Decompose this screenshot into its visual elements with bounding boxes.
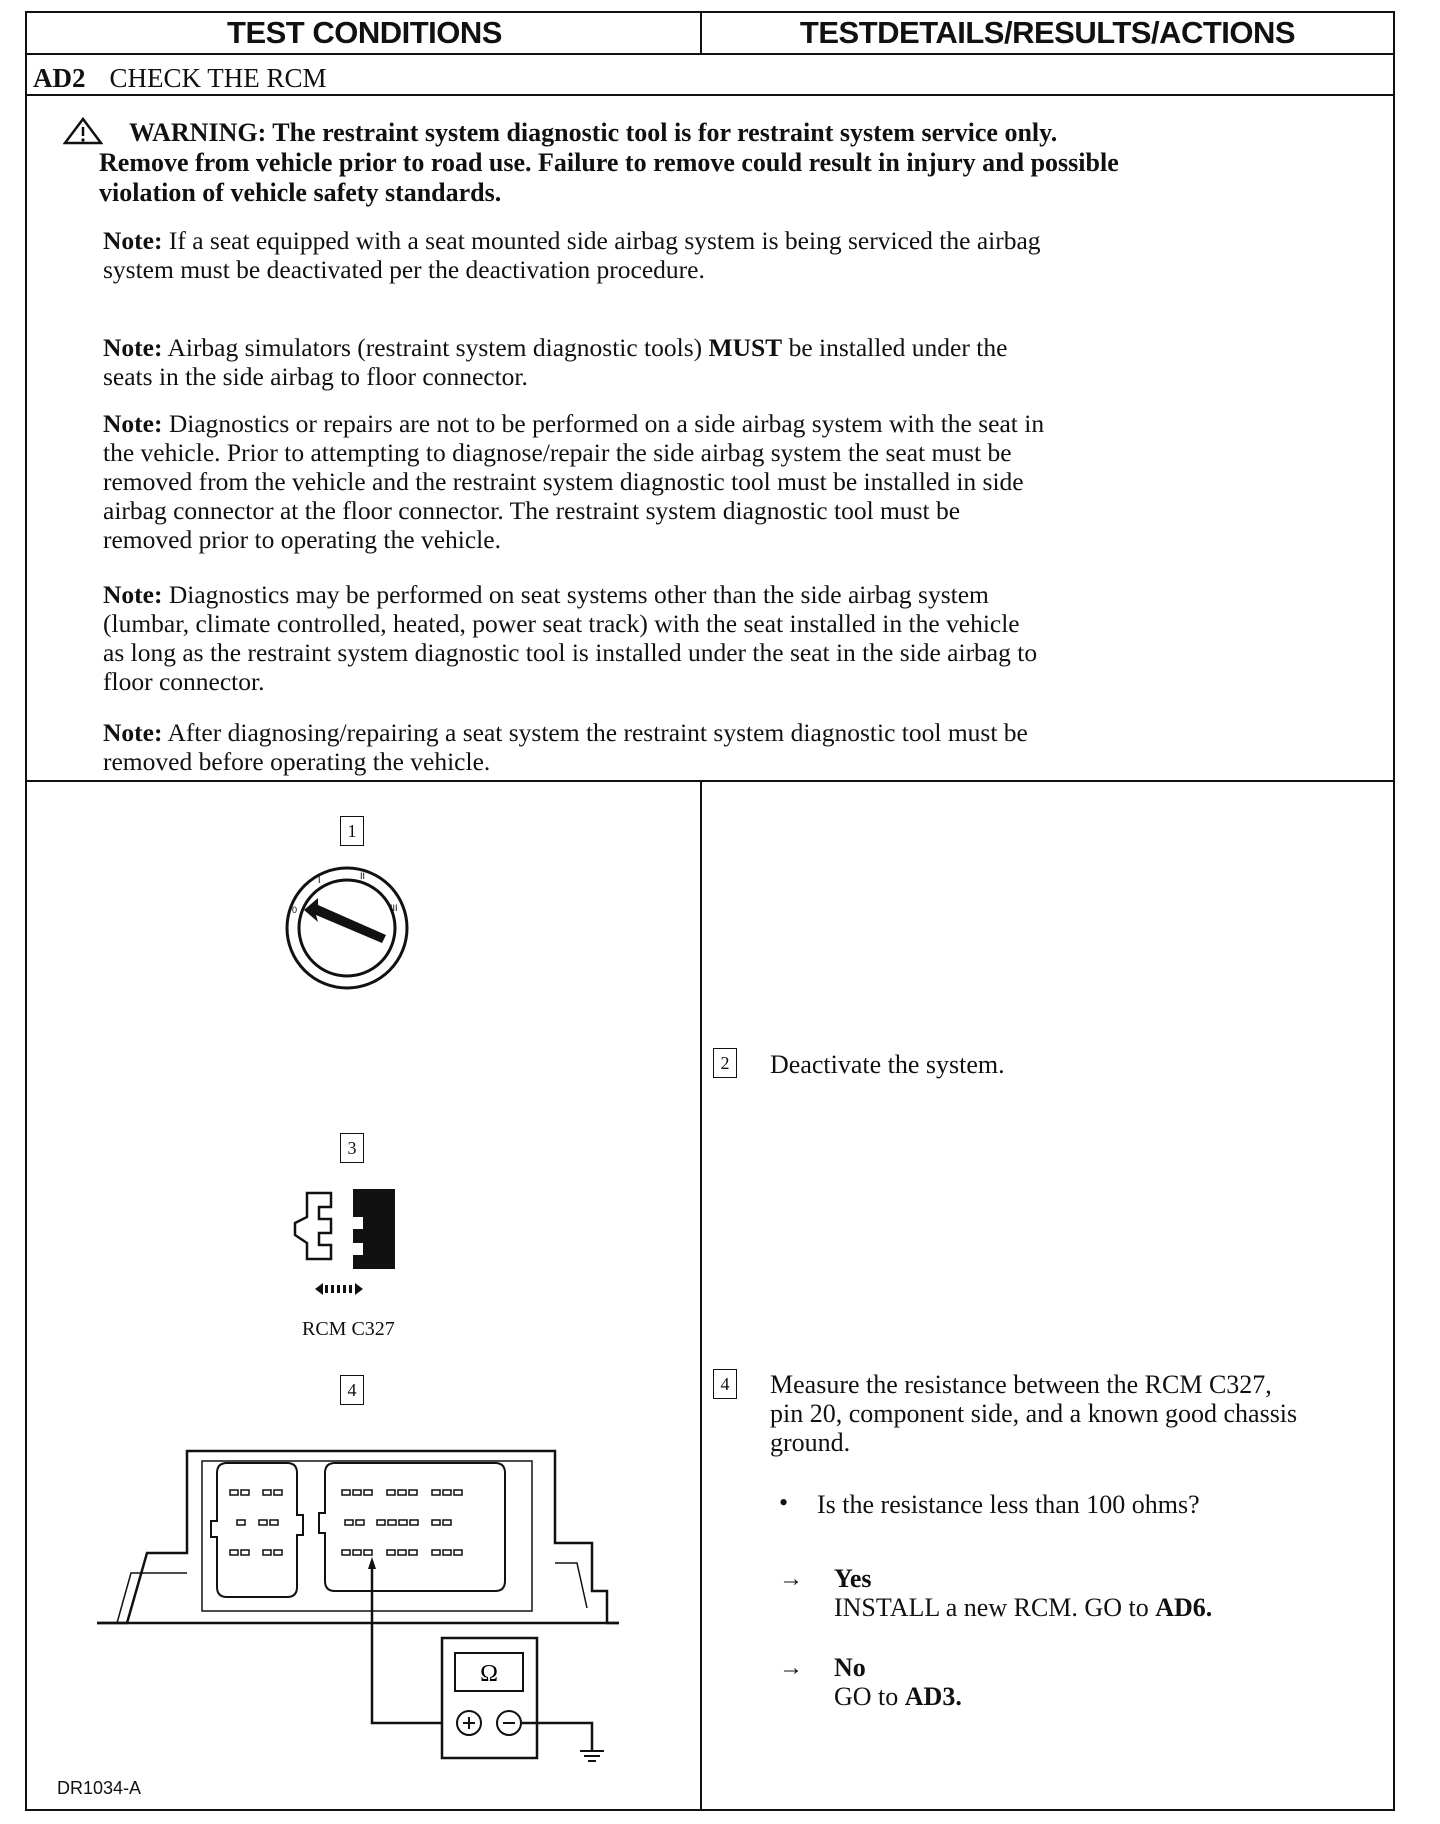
figure-code: DR1034-A [57, 1778, 142, 1798]
callout-4-action: 4 [713, 1369, 737, 1399]
connector-c327-icon [287, 1173, 407, 1303]
warning-line-3: violation of vehicle safety standards. [99, 178, 502, 207]
note-label: Note: [103, 226, 163, 255]
step-rule [27, 94, 1393, 96]
note-simulators [103, 333, 1253, 391]
step-id: AD2 [33, 62, 86, 93]
header-test-conditions: TEST CONDITIONS [227, 15, 502, 50]
step-title: CHECK THE RCM [109, 62, 327, 93]
no-label: No [834, 1653, 866, 1682]
note-label: Note: [103, 718, 163, 747]
note-line: airbag connector at the floor connector. The restraint system diagnostic tool must be [103, 496, 961, 525]
note-line: (lumbar, climate controlled, heated, power seat track) with the seat installed in the vehicle [103, 609, 1020, 638]
note-label: Note: [103, 580, 163, 609]
svg-text:0: 0 [292, 905, 298, 915]
step-title-row [33, 58, 327, 98]
warning-line-1: WARNING: The restraint system diagnostic tool is for restraint system service only. [129, 118, 1058, 147]
note-diagnostics-seat [103, 409, 1253, 554]
callout-4: 4 [340, 1375, 364, 1405]
body-divider [700, 780, 702, 1809]
header-divider [700, 13, 702, 53]
warning-triangle-icon [63, 117, 103, 145]
arrow-right-icon: → [779, 1655, 803, 1681]
no-action: GO to [834, 1682, 899, 1711]
note-line: removed prior to operating the vehicle. [103, 525, 501, 554]
note-line: removed before operating the vehicle. [103, 747, 491, 776]
yes-label: Yes [834, 1564, 872, 1593]
note-after-repair [103, 718, 1253, 776]
note-other-systems [103, 580, 1253, 696]
connector-label: RCM C327 [302, 1318, 395, 1340]
yes-branch [834, 1564, 1212, 1622]
notes-rule [27, 780, 1393, 782]
warning-line-2: Remove from vehicle prior to road use. Failure to remove could result in injury and possible [99, 148, 1119, 177]
note-line: After diagnosing/repairing a seat system the restraint system diagnostic tool must be [167, 718, 1028, 747]
note-line: If a seat equipped with a seat mounted side airbag system is being serviced the airbag [168, 226, 1041, 255]
note-label: Note: [103, 409, 163, 438]
note-line: floor connector. [103, 667, 265, 696]
note-line: as long as the restraint system diagnostic tool is installed under the seat in the side airbag to [103, 638, 1038, 667]
rcm-module-diagram [87, 1433, 627, 1763]
note-label: Note: [103, 333, 163, 362]
note-deactivation [103, 226, 1253, 284]
step2-text: Deactivate the system. [770, 1050, 1005, 1079]
svg-text:II: II [360, 871, 366, 881]
ohm-symbol: Ω [480, 1661, 498, 1687]
note-line: seats in the side airbag to floor connector. [103, 362, 528, 391]
ignition-switch-icon [282, 863, 412, 993]
note-line: the vehicle. Prior to attempting to diagnose/repair the side airbag system the seat must be [103, 438, 1012, 467]
no-target: AD3. [904, 1682, 962, 1711]
warning-text [99, 118, 1299, 208]
note-line: Diagnostics may be performed on seat systems other than the side airbag system [168, 580, 989, 609]
arrow-right-icon: → [779, 1566, 803, 1592]
callout-1: 1 [340, 816, 364, 846]
svg-text:III: III [390, 903, 398, 913]
step4-line: ground. [770, 1428, 851, 1457]
note-line: be installed under the [788, 333, 1008, 362]
note-line: Diagnostics or repairs are not to be performed on a side airbag system with the seat in [168, 409, 1045, 438]
header-test-details: TESTDETAILS/RESULTS/ACTIONS [799, 15, 1296, 50]
step4-text [770, 1370, 1297, 1457]
step4-line: Measure the resistance between the RCM C327, [770, 1370, 1272, 1399]
svg-text:I: I [318, 875, 321, 885]
note-line: Airbag simulators (restraint system diagnostic tools) [167, 333, 703, 362]
question-text: Is the resistance less than 100 ohms? [817, 1490, 1200, 1519]
header-rule [27, 53, 1393, 55]
no-branch [834, 1653, 962, 1711]
callout-3: 3 [340, 1133, 364, 1163]
test-procedure-sheet [25, 11, 1395, 1811]
yes-target: AD6. [1155, 1593, 1213, 1622]
note-emphasis: MUST [708, 333, 783, 362]
note-line: system must be deactivated per the deactivation procedure. [103, 255, 705, 284]
yes-action: INSTALL a new RCM. GO to [834, 1593, 1149, 1622]
callout-2: 2 [713, 1048, 737, 1078]
bullet-icon: • [779, 1488, 789, 1517]
step4-line: pin 20, component side, and a known good chassis [770, 1399, 1298, 1428]
note-line: removed from the vehicle and the restraint system diagnostic tool must be installed in side [103, 467, 1024, 496]
